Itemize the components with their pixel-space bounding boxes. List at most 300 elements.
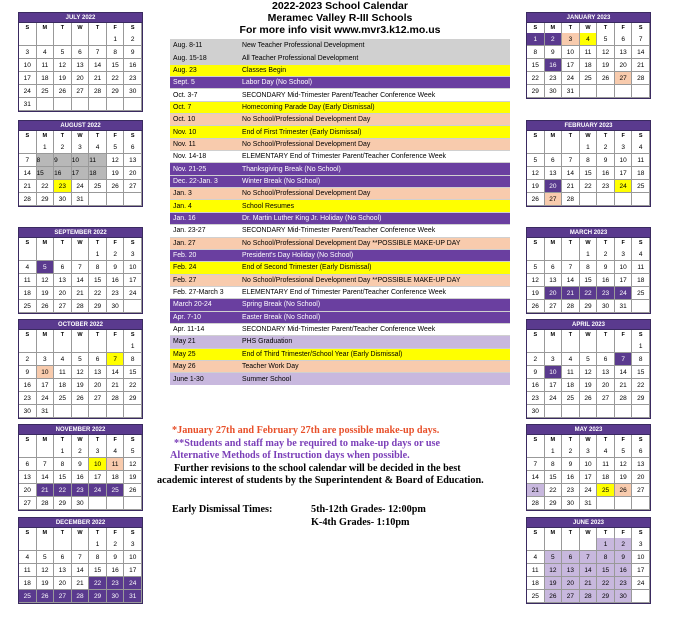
day-cell: 28 — [527, 497, 545, 510]
month-june-2023 — [526, 517, 651, 604]
month-title: APRIL 2023 — [527, 320, 650, 330]
weekday-label: S — [124, 23, 142, 34]
day-cell: 26 — [37, 590, 55, 603]
day-cell: 14 — [72, 274, 90, 287]
weekday-label: T — [562, 435, 580, 446]
note-makeup-days: *January 27th and February 27th are possible make-up days. — [172, 425, 440, 436]
day-cell: 18 — [632, 274, 650, 287]
month-title: JULY 2022 — [19, 13, 142, 23]
empty-cell — [19, 340, 37, 353]
empty-cell — [527, 340, 545, 353]
weekday-label: W — [580, 330, 598, 341]
day-cell: 25 — [89, 180, 107, 193]
month-title: OCTOBER 2022 — [19, 320, 142, 330]
empty-cell — [89, 497, 107, 510]
day-cell: 15 — [632, 366, 650, 379]
month-november-2022 — [18, 424, 143, 511]
empty-cell — [72, 98, 90, 111]
empty-cell — [72, 405, 90, 418]
day-cell: 27 — [54, 590, 72, 603]
day-cell: 4 — [632, 248, 650, 261]
weekday-label: S — [527, 238, 545, 249]
day-cell: 12 — [615, 458, 633, 471]
weekday-label: T — [562, 238, 580, 249]
day-cell: 18 — [527, 577, 545, 590]
day-cell: 28 — [562, 300, 580, 313]
day-cell: 13 — [54, 274, 72, 287]
day-cell: 5 — [580, 353, 598, 366]
day-cell: 11 — [632, 261, 650, 274]
day-cell: 20 — [545, 180, 563, 193]
day-cell: 18 — [19, 577, 37, 590]
day-cell: 3 — [580, 445, 598, 458]
empty-cell — [89, 33, 107, 46]
day-cell: 12 — [107, 154, 125, 167]
day-cell: 27 — [124, 180, 142, 193]
event-description: No School/Professional Development Day — [239, 138, 510, 150]
day-cell: 16 — [124, 59, 142, 72]
day-cell: 6 — [615, 33, 633, 46]
day-cell: 2 — [615, 538, 633, 551]
day-cell: 27 — [19, 497, 37, 510]
event-row — [170, 373, 510, 385]
day-cell: 23 — [19, 392, 37, 405]
day-cell: 20 — [597, 379, 615, 392]
weekday-label: T — [54, 330, 72, 341]
event-row — [170, 225, 510, 237]
event-description: Homecoming Parade Day (Early Dismissal) — [239, 101, 510, 113]
day-cell: 6 — [632, 445, 650, 458]
weekday-label: S — [19, 330, 37, 341]
empty-cell — [615, 405, 633, 418]
weekday-label: W — [72, 330, 90, 341]
weekday-label: T — [89, 330, 107, 341]
day-cell: 9 — [597, 154, 615, 167]
empty-cell — [54, 33, 72, 46]
empty-cell — [597, 340, 615, 353]
day-cell: 17 — [580, 471, 598, 484]
day-cell: 29 — [527, 85, 545, 98]
empty-cell — [89, 405, 107, 418]
weekday-label: M — [37, 435, 55, 446]
day-cell: 4 — [527, 551, 545, 564]
empty-cell — [107, 497, 125, 510]
weekday-label: S — [19, 528, 37, 539]
day-cell: 7 — [562, 154, 580, 167]
empty-cell — [632, 193, 650, 206]
day-cell: 13 — [632, 458, 650, 471]
day-cell: 24 — [632, 577, 650, 590]
day-cell: 1 — [580, 141, 598, 154]
month-february-2023 — [526, 120, 651, 207]
empty-cell — [89, 193, 107, 206]
day-cell: 26 — [545, 590, 563, 603]
empty-cell — [107, 98, 125, 111]
weekday-label: F — [107, 23, 125, 34]
empty-cell — [597, 85, 615, 98]
event-description: PHS Graduation — [239, 336, 510, 348]
empty-cell — [527, 141, 545, 154]
day-cell: 1 — [89, 248, 107, 261]
empty-cell — [562, 340, 580, 353]
event-date: Aug. 8-11 — [170, 40, 239, 52]
day-cell: 20 — [124, 167, 142, 180]
day-cell: 17 — [632, 564, 650, 577]
day-cell: 12 — [37, 274, 55, 287]
day-cell: 19 — [527, 180, 545, 193]
day-cell: 23 — [107, 577, 125, 590]
day-cell: 1 — [107, 33, 125, 46]
weekday-label: S — [124, 330, 142, 341]
event-date: Jan. 27 — [170, 237, 239, 249]
day-cell: 5 — [37, 551, 55, 564]
day-cell: 27 — [615, 72, 633, 85]
weekday-label: F — [615, 23, 633, 34]
day-cell: 16 — [54, 167, 72, 180]
day-cell: 18 — [632, 167, 650, 180]
day-cell: 19 — [54, 72, 72, 85]
day-cell: 29 — [89, 300, 107, 313]
weekday-label: T — [597, 131, 615, 142]
day-cell: 7 — [527, 458, 545, 471]
day-cell: 14 — [562, 274, 580, 287]
day-cell: 21 — [615, 379, 633, 392]
event-date: Dec. 22-Jan. 3 — [170, 175, 239, 187]
info-link[interactable]: For more info visit www.mvr3.k12.mo.us — [239, 24, 441, 36]
day-cell: 14 — [107, 366, 125, 379]
day-cell: 16 — [615, 564, 633, 577]
day-cell: 28 — [580, 590, 598, 603]
day-cell: 8 — [37, 154, 55, 167]
weekday-label: T — [89, 435, 107, 446]
day-cell: 2 — [19, 353, 37, 366]
event-description: No School/Professional Development Day **POSSIBLE MAKE-UP DAY — [239, 237, 510, 249]
empty-cell — [19, 445, 37, 458]
month-april-2023 — [526, 319, 651, 419]
empty-cell — [72, 248, 90, 261]
day-cell: 20 — [54, 287, 72, 300]
day-cell: 14 — [19, 167, 37, 180]
weekday-label: T — [562, 23, 580, 34]
day-cell: 24 — [19, 85, 37, 98]
day-cell: 29 — [124, 392, 142, 405]
day-cell: 21 — [89, 72, 107, 85]
event-description: Classes Begin — [239, 64, 510, 76]
day-cell: 5 — [72, 353, 90, 366]
district-name: Meramec Valley R-III Schools — [267, 12, 413, 24]
empty-cell — [615, 193, 633, 206]
weekday-label: S — [632, 238, 650, 249]
event-description: Summer School — [239, 373, 510, 385]
weekday-label: F — [615, 131, 633, 142]
day-cell: 13 — [615, 46, 633, 59]
day-cell: 16 — [562, 471, 580, 484]
weekday-label: T — [89, 23, 107, 34]
day-cell: 23 — [54, 180, 72, 193]
day-cell: 15 — [124, 366, 142, 379]
day-cell: 5 — [37, 261, 55, 274]
day-cell: 9 — [527, 366, 545, 379]
weekday-label: S — [527, 23, 545, 34]
day-cell: 19 — [527, 287, 545, 300]
weekday-label: F — [107, 435, 125, 446]
day-cell: 22 — [54, 484, 72, 497]
day-cell: 2 — [597, 141, 615, 154]
day-cell: 5 — [545, 551, 563, 564]
day-cell: 9 — [597, 261, 615, 274]
event-row — [170, 249, 510, 261]
event-row — [170, 323, 510, 335]
day-cell: 26 — [527, 300, 545, 313]
day-cell: 22 — [124, 379, 142, 392]
empty-cell — [597, 497, 615, 510]
day-cell: 21 — [580, 577, 598, 590]
event-description: Teacher Work Day — [239, 360, 510, 372]
day-cell: 31 — [72, 193, 90, 206]
day-cell: 25 — [19, 300, 37, 313]
empty-cell — [19, 141, 37, 154]
empty-cell — [72, 538, 90, 551]
weekday-label: M — [545, 23, 563, 34]
day-cell: 6 — [54, 261, 72, 274]
weekday-label: M — [545, 435, 563, 446]
empty-cell — [632, 85, 650, 98]
day-cell: 10 — [89, 458, 107, 471]
day-cell: 26 — [124, 484, 142, 497]
day-cell: 20 — [54, 577, 72, 590]
day-cell: 13 — [545, 274, 563, 287]
empty-cell — [527, 538, 545, 551]
page-title: 2022-2023 School Calendar — [272, 0, 408, 12]
weekday-label: T — [562, 131, 580, 142]
day-cell: 11 — [19, 564, 37, 577]
day-cell: 1 — [527, 33, 545, 46]
event-date: Feb. 24 — [170, 262, 239, 274]
weekday-label: T — [54, 238, 72, 249]
empty-cell — [19, 33, 37, 46]
weekday-label: W — [580, 131, 598, 142]
day-cell: 15 — [107, 59, 125, 72]
empty-cell — [124, 193, 142, 206]
day-cell: 1 — [124, 340, 142, 353]
day-cell: 12 — [527, 167, 545, 180]
empty-cell — [37, 340, 55, 353]
day-cell: 20 — [562, 577, 580, 590]
day-cell: 29 — [54, 497, 72, 510]
day-cell: 17 — [89, 471, 107, 484]
day-cell: 8 — [632, 353, 650, 366]
weekday-label: M — [37, 23, 55, 34]
event-date: May 25 — [170, 348, 239, 360]
day-cell: 1 — [632, 340, 650, 353]
notes — [157, 425, 530, 488]
day-cell: 27 — [89, 392, 107, 405]
event-date: Aug. 15-18 — [170, 52, 239, 64]
day-cell: 12 — [580, 366, 598, 379]
event-row — [170, 175, 510, 187]
day-cell: 8 — [89, 261, 107, 274]
day-cell: 19 — [615, 471, 633, 484]
day-cell: 2 — [54, 141, 72, 154]
day-cell: 4 — [580, 33, 598, 46]
day-cell: 21 — [562, 180, 580, 193]
dismissal-label: Early Dismissal Times: — [172, 504, 273, 515]
day-cell: 18 — [562, 379, 580, 392]
empty-cell — [19, 248, 37, 261]
event-description: ELEMENTARY End of Trimester Parent/Teacher Conference Week — [239, 151, 510, 163]
day-cell: 25 — [632, 287, 650, 300]
empty-cell — [615, 497, 633, 510]
day-cell: 3 — [89, 445, 107, 458]
day-cell: 19 — [37, 577, 55, 590]
day-cell: 3 — [124, 538, 142, 551]
day-cell: 8 — [54, 458, 72, 471]
day-cell: 6 — [54, 551, 72, 564]
day-cell: 11 — [54, 366, 72, 379]
day-cell: 12 — [545, 564, 563, 577]
empty-cell — [72, 33, 90, 46]
empty-cell — [597, 405, 615, 418]
day-cell: 4 — [89, 141, 107, 154]
event-row — [170, 286, 510, 298]
day-cell: 25 — [19, 590, 37, 603]
weekday-label: S — [19, 23, 37, 34]
weekday-label: T — [54, 528, 72, 539]
day-cell: 27 — [72, 85, 90, 98]
day-cell: 26 — [580, 392, 598, 405]
empty-cell — [580, 340, 598, 353]
day-cell: 15 — [545, 471, 563, 484]
event-description: Thanksgiving Break (No School) — [239, 163, 510, 175]
day-cell: 27 — [632, 484, 650, 497]
day-cell: 31 — [580, 497, 598, 510]
day-cell: 7 — [19, 154, 37, 167]
day-cell: 10 — [632, 551, 650, 564]
day-cell: 23 — [562, 484, 580, 497]
weekday-label: S — [124, 528, 142, 539]
day-cell: 7 — [580, 551, 598, 564]
day-cell: 28 — [632, 72, 650, 85]
month-title: MAY 2023 — [527, 425, 650, 435]
empty-cell — [37, 33, 55, 46]
empty-cell — [597, 193, 615, 206]
event-description: SECONDARY Mid-Trimester Parent/Teacher Conference Week — [239, 89, 510, 101]
day-cell: 25 — [107, 484, 125, 497]
note-revisions-2: academic interest of students by the Superintendent & Board of Education. — [157, 475, 484, 487]
event-row — [170, 163, 510, 175]
event-description: No School/Professional Development Day **POSSIBLE MAKE-UP DAY — [239, 274, 510, 286]
event-date: March 20-24 — [170, 299, 239, 311]
day-cell: 10 — [615, 154, 633, 167]
day-cell: 26 — [597, 72, 615, 85]
weekday-label: S — [19, 131, 37, 142]
day-cell: 2 — [72, 445, 90, 458]
event-date: Apr. 11-14 — [170, 323, 239, 335]
day-cell: 2 — [597, 248, 615, 261]
event-row — [170, 101, 510, 113]
day-cell: 6 — [545, 261, 563, 274]
weekday-label: T — [597, 330, 615, 341]
day-cell: 16 — [597, 274, 615, 287]
weekday-label: T — [54, 23, 72, 34]
day-cell: 29 — [632, 392, 650, 405]
day-cell: 30 — [107, 300, 125, 313]
day-cell: 9 — [545, 46, 563, 59]
day-cell: 24 — [615, 180, 633, 193]
day-cell: 1 — [54, 445, 72, 458]
month-january-2023 — [526, 12, 651, 99]
day-cell: 25 — [527, 590, 545, 603]
event-row — [170, 138, 510, 150]
weekday-label: F — [615, 238, 633, 249]
event-date: Jan. 3 — [170, 188, 239, 200]
event-row — [170, 336, 510, 348]
day-cell: 19 — [37, 287, 55, 300]
event-date: Nov. 11 — [170, 138, 239, 150]
weekday-label: M — [545, 528, 563, 539]
day-cell: 30 — [615, 590, 633, 603]
event-row — [170, 89, 510, 101]
day-cell: 26 — [527, 193, 545, 206]
day-cell: 30 — [562, 497, 580, 510]
event-description: ELEMENTARY End of Trimester Parent/Teacher Conference Week — [239, 286, 510, 298]
day-cell: 23 — [615, 577, 633, 590]
weekday-label: M — [37, 238, 55, 249]
day-cell: 2 — [107, 538, 125, 551]
day-cell: 8 — [580, 154, 598, 167]
day-cell: 16 — [19, 379, 37, 392]
weekday-label: S — [527, 528, 545, 539]
day-cell: 14 — [562, 167, 580, 180]
day-cell: 30 — [597, 300, 615, 313]
weekday-label: W — [580, 435, 598, 446]
day-cell: 3 — [124, 248, 142, 261]
day-cell: 30 — [54, 193, 72, 206]
day-cell: 14 — [527, 471, 545, 484]
day-cell: 8 — [527, 46, 545, 59]
day-cell: 29 — [545, 497, 563, 510]
empty-cell — [545, 340, 563, 353]
weekday-label: S — [124, 238, 142, 249]
day-cell: 12 — [54, 59, 72, 72]
day-cell: 25 — [54, 392, 72, 405]
day-cell: 1 — [580, 248, 598, 261]
day-cell: 31 — [124, 590, 142, 603]
weekday-label: S — [19, 238, 37, 249]
empty-cell — [580, 85, 598, 98]
day-cell: 9 — [562, 458, 580, 471]
empty-cell — [632, 497, 650, 510]
event-row — [170, 52, 510, 64]
day-cell: 28 — [107, 392, 125, 405]
day-cell: 4 — [562, 353, 580, 366]
weekday-label: W — [580, 528, 598, 539]
event-description: No School/Professional Development Day — [239, 188, 510, 200]
day-cell: 8 — [89, 551, 107, 564]
day-cell: 20 — [545, 287, 563, 300]
day-cell: 22 — [527, 72, 545, 85]
day-cell: 7 — [37, 458, 55, 471]
day-cell: 9 — [107, 261, 125, 274]
day-cell: 22 — [89, 577, 107, 590]
day-cell: 30 — [545, 85, 563, 98]
event-row — [170, 311, 510, 323]
day-cell: 1 — [597, 538, 615, 551]
month-title: FEBRUARY 2023 — [527, 121, 650, 131]
empty-cell — [37, 538, 55, 551]
day-cell: 27 — [545, 193, 563, 206]
event-description: SECONDARY Mid-Trimester Parent/Teacher Conference Week — [239, 323, 510, 335]
